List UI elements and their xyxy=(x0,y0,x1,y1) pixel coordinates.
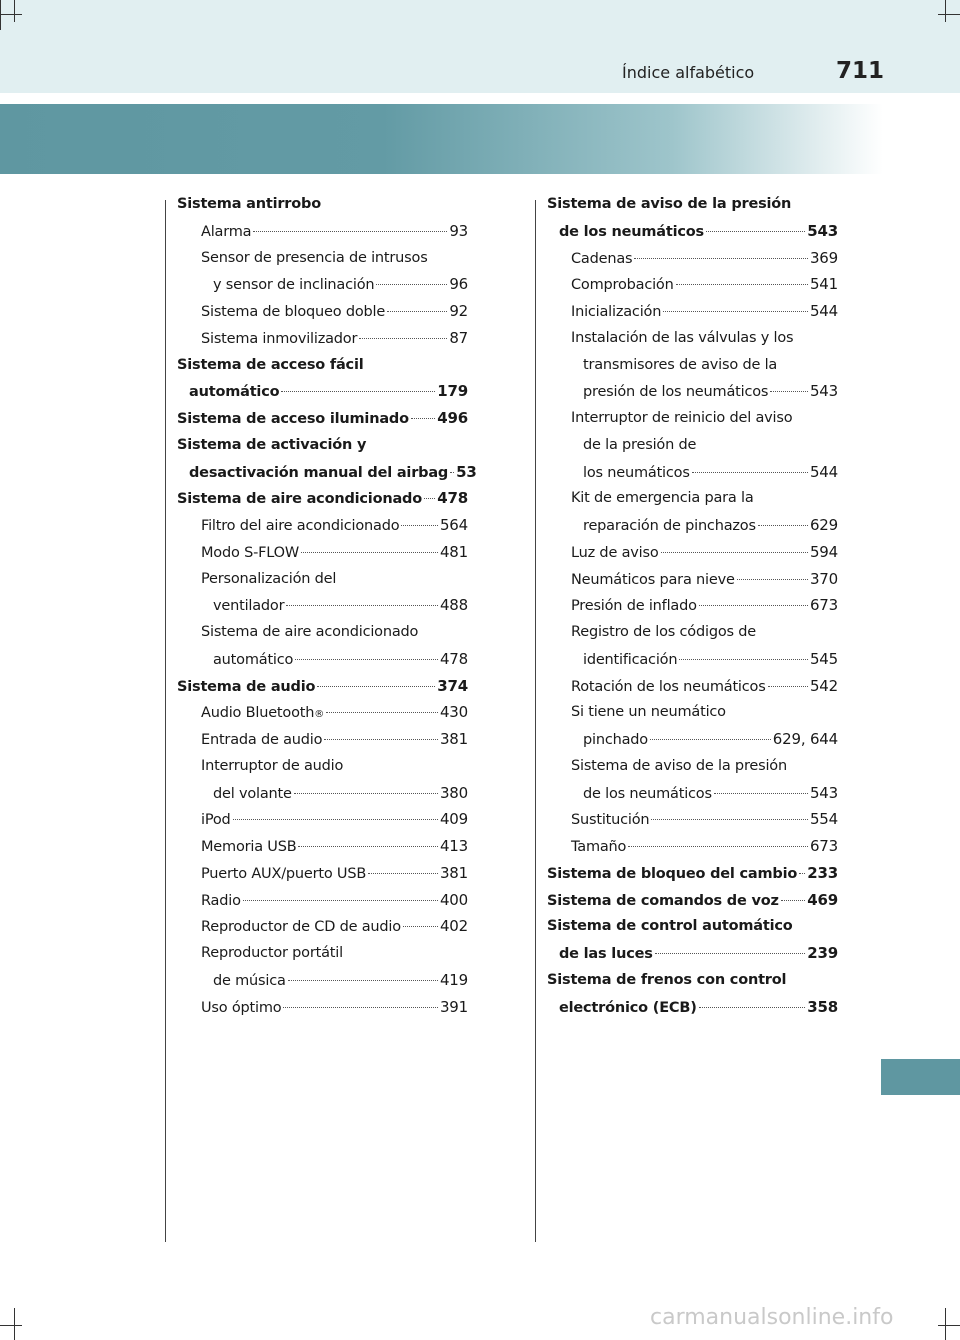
crop-mark xyxy=(14,1308,15,1340)
dot-leader xyxy=(650,739,771,740)
entry-page: 594 xyxy=(809,542,838,561)
entry-page: 541 xyxy=(809,275,838,294)
entry-page: 544 xyxy=(809,302,838,320)
entry-text: automático xyxy=(189,384,280,401)
dot-leader xyxy=(424,498,435,499)
entry-text: de los neumáticos xyxy=(583,785,712,802)
index-entry xyxy=(547,405,838,432)
index-entry xyxy=(177,753,468,780)
index-column-left xyxy=(177,191,477,1020)
entry-text: iPod xyxy=(201,812,231,829)
section-title: Índice alfabético xyxy=(622,63,755,82)
dot-leader xyxy=(288,980,438,981)
index-entry xyxy=(177,271,468,298)
dot-leader xyxy=(368,873,438,874)
entry-page: 469 xyxy=(807,890,838,909)
dot-leader xyxy=(770,391,808,392)
entry-page: 92 xyxy=(449,302,468,320)
entry-page: 381 xyxy=(439,863,468,882)
entry-text: Sistema de comandos de voz xyxy=(547,892,779,909)
entry-page: 629, 644 xyxy=(772,730,838,748)
entry-page: 488 xyxy=(439,596,468,615)
registered-mark: ® xyxy=(314,709,325,721)
header-bar xyxy=(0,0,960,93)
index-entry xyxy=(177,245,468,272)
crop-mark xyxy=(0,1325,22,1326)
entry-page: 496 xyxy=(437,409,468,427)
entry-text: Reproductor de CD de audio xyxy=(201,919,401,936)
entry-text: de las luces xyxy=(559,946,653,962)
entry-text: Sistema de frenos con control xyxy=(547,971,787,988)
entry-text: Audio Bluetooth xyxy=(201,705,315,722)
index-entry xyxy=(547,245,838,272)
index-entry xyxy=(547,378,838,405)
dot-leader xyxy=(317,686,435,687)
dot-leader xyxy=(628,846,808,847)
dot-leader xyxy=(401,525,438,526)
entry-page: 673 xyxy=(809,837,838,855)
index-entry xyxy=(177,512,468,539)
column-divider-right xyxy=(535,200,536,1242)
crop-mark xyxy=(938,14,960,15)
index-entry xyxy=(547,699,838,726)
entry-page: 478 xyxy=(437,489,468,508)
index-entry xyxy=(177,485,468,512)
index-entry xyxy=(547,485,838,512)
entry-text: de los neumáticos xyxy=(559,223,704,240)
index-entry xyxy=(547,780,838,807)
index-column-right xyxy=(547,191,838,1020)
entry-page: 402 xyxy=(439,917,468,936)
entry-text: presión de los neumáticos xyxy=(583,384,769,401)
entry-text: desactivación manual del airbag xyxy=(189,464,449,481)
entry-text: Reproductor portátil xyxy=(201,945,343,961)
entry-page: 545 xyxy=(809,649,838,668)
dot-leader xyxy=(359,338,447,339)
dot-leader xyxy=(661,552,808,553)
index-entry xyxy=(177,913,468,940)
dot-leader xyxy=(286,605,438,606)
index-entry xyxy=(547,833,838,860)
index-entry xyxy=(547,432,838,459)
dot-leader xyxy=(376,284,447,285)
entry-text: ventilador xyxy=(213,598,285,615)
entry-text: electrónico (ECB) xyxy=(559,999,697,1016)
index-entry xyxy=(177,378,468,405)
entry-text: identificación xyxy=(583,651,678,668)
index-entry xyxy=(547,191,838,218)
dot-leader xyxy=(692,472,808,473)
index-entry xyxy=(177,459,477,486)
index-entry xyxy=(547,913,838,940)
index-entry xyxy=(547,218,838,245)
dot-leader xyxy=(676,284,808,285)
index-entry xyxy=(547,646,838,673)
index-entry xyxy=(177,806,468,833)
entry-text: Sistema de bloqueo del cambio xyxy=(547,865,798,882)
dot-leader xyxy=(301,552,438,553)
entry-text: Sistema de acceso fácil xyxy=(177,356,364,373)
page-number: 711 xyxy=(836,58,885,84)
dot-leader xyxy=(411,418,435,419)
entry-page: 413 xyxy=(439,837,468,855)
entry-text: automático xyxy=(213,651,294,668)
crop-mark xyxy=(14,0,15,22)
entry-page: 400 xyxy=(439,890,468,909)
entry-text: de música xyxy=(213,972,286,989)
entry-text: Alarma xyxy=(201,223,252,240)
entry-text: Filtro del aire acondicionado xyxy=(201,518,400,534)
entry-page: 381 xyxy=(439,730,468,748)
crop-mark xyxy=(938,1325,960,1326)
dot-leader xyxy=(283,1007,438,1008)
index-entry xyxy=(177,860,468,887)
dot-leader xyxy=(243,900,438,901)
dot-leader xyxy=(281,391,435,392)
entry-text: Cadenas xyxy=(571,250,633,267)
entry-page: 481 xyxy=(439,542,468,561)
index-entry xyxy=(547,673,838,700)
index-entry xyxy=(547,325,838,352)
dot-leader xyxy=(651,819,808,820)
entry-page: 93 xyxy=(449,221,468,240)
index-entry xyxy=(177,619,468,646)
entry-page: 430 xyxy=(439,703,468,722)
dot-leader xyxy=(655,953,806,954)
entry-text: Tamaño xyxy=(571,839,627,855)
crop-mark xyxy=(0,0,1,30)
entry-page: 374 xyxy=(437,676,468,695)
entry-page: 544 xyxy=(809,462,838,481)
dot-leader xyxy=(253,231,447,232)
index-entry xyxy=(547,592,838,619)
index-entry xyxy=(177,325,468,352)
entry-text: Sistema de acceso iluminado xyxy=(177,411,409,427)
dot-leader xyxy=(679,659,808,660)
dot-leader xyxy=(294,793,438,794)
index-entry xyxy=(547,298,838,325)
entry-text: Sensor de presencia de intrusos xyxy=(201,249,428,266)
entry-text: Sistema de activación y xyxy=(177,436,367,453)
entry-text: Sistema de aviso de la presión xyxy=(571,757,787,774)
index-entry xyxy=(547,271,838,298)
entry-text: pinchado xyxy=(583,732,648,748)
index-entry xyxy=(177,726,468,753)
index-entry xyxy=(177,887,468,914)
crop-mark xyxy=(0,14,22,15)
index-entry xyxy=(177,592,468,619)
index-entry xyxy=(177,833,468,860)
entry-text: Sustitución xyxy=(571,812,650,829)
entry-text: Radio xyxy=(201,892,241,909)
entry-text: transmisores de aviso de la xyxy=(583,356,778,373)
dot-leader xyxy=(663,311,808,312)
dot-leader xyxy=(298,846,437,847)
entry-page: 543 xyxy=(807,221,838,240)
entry-text: Sistema de audio xyxy=(177,678,316,695)
dot-leader xyxy=(233,819,438,820)
dot-leader xyxy=(326,712,438,713)
entry-text: Luz de aviso xyxy=(571,544,659,561)
dot-leader xyxy=(450,472,454,473)
dot-leader xyxy=(295,659,438,660)
index-entry xyxy=(177,432,468,459)
watermark: carmanualsonline.info xyxy=(650,1305,894,1330)
index-entry xyxy=(547,619,838,646)
crop-mark xyxy=(945,0,946,22)
entry-text: Sistema de aire acondicionado xyxy=(177,491,422,508)
dot-leader xyxy=(387,311,447,312)
index-entry xyxy=(177,352,468,379)
index-entry xyxy=(547,994,838,1021)
index-entry xyxy=(547,806,838,833)
entry-text: Memoria USB xyxy=(201,839,297,855)
side-tab xyxy=(881,1059,960,1095)
entry-text: Entrada de audio xyxy=(201,732,323,748)
entry-text: Uso óptimo xyxy=(201,999,282,1016)
entry-page: 478 xyxy=(439,649,468,668)
entry-text: Interruptor de audio xyxy=(201,757,344,774)
entry-text: Rotación de los neumáticos xyxy=(571,678,766,695)
entry-text: Sistema de aire acondicionado xyxy=(201,624,419,640)
entry-text: Interruptor de reinicio del aviso xyxy=(571,410,793,426)
entry-text: Comprobación xyxy=(571,277,674,294)
entry-page: 369 xyxy=(809,248,838,267)
entry-page: 543 xyxy=(809,382,838,401)
entry-page: 179 xyxy=(437,382,468,401)
entry-page: 554 xyxy=(809,810,838,829)
index-entry xyxy=(547,940,838,967)
index-entry xyxy=(547,459,838,486)
index-entry xyxy=(547,352,838,379)
entry-page: 233 xyxy=(807,863,838,882)
dot-leader xyxy=(714,793,808,794)
dot-leader xyxy=(799,873,805,874)
entry-page: 409 xyxy=(439,810,468,829)
dot-leader xyxy=(634,258,808,259)
index-entry xyxy=(177,994,468,1021)
index-entry xyxy=(547,512,838,539)
entry-page: 87 xyxy=(449,328,468,347)
entry-text: Modo S-FLOW xyxy=(201,544,299,561)
entry-text: y sensor de inclinación xyxy=(213,277,375,294)
index-entry xyxy=(177,967,468,994)
entry-page: 542 xyxy=(809,676,838,695)
index-entry xyxy=(177,940,468,967)
entry-text: Inicialización xyxy=(571,304,662,320)
entry-text: Presión de inflado xyxy=(571,598,697,615)
entry-page: 370 xyxy=(809,569,838,588)
crop-mark xyxy=(945,1308,946,1340)
entry-text: Neumáticos para nieve xyxy=(571,571,735,588)
entry-page: 96 xyxy=(449,275,468,294)
index-entry xyxy=(177,699,468,726)
index-entry xyxy=(547,753,838,780)
index-entry xyxy=(547,967,838,994)
index-entry xyxy=(547,566,838,593)
index-entry xyxy=(547,887,838,914)
dot-leader xyxy=(768,686,808,687)
index-entry xyxy=(177,673,468,700)
dot-leader xyxy=(758,525,808,526)
entry-page: 380 xyxy=(439,783,468,802)
entry-text: Registro de los códigos de xyxy=(571,624,756,640)
dot-leader xyxy=(781,900,806,901)
entry-page: 419 xyxy=(439,970,468,989)
dot-leader xyxy=(706,231,805,232)
entry-page: 564 xyxy=(439,516,468,534)
entry-page: 53 xyxy=(456,462,477,481)
entry-page: 239 xyxy=(807,944,838,962)
dot-leader xyxy=(699,1007,806,1008)
entry-text: Sistema inmovilizador xyxy=(201,330,358,347)
entry-text: Instalación de las válvulas y los xyxy=(571,329,794,346)
index-entry xyxy=(177,218,468,245)
index-entry xyxy=(177,646,468,673)
dot-leader xyxy=(737,579,808,580)
column-divider-left xyxy=(165,200,166,1242)
index-entry xyxy=(547,726,838,753)
entry-text: Sistema de aviso de la presión xyxy=(547,196,792,212)
index-entry xyxy=(547,539,838,566)
entry-page: 358 xyxy=(807,997,838,1016)
dot-leader xyxy=(699,605,808,606)
entry-page: 543 xyxy=(809,783,838,802)
header-band xyxy=(0,104,960,174)
entry-text: Personalización del xyxy=(201,570,337,587)
entry-text: Sistema de control automático xyxy=(547,918,793,935)
entry-page: 629 xyxy=(809,516,838,534)
entry-page: 673 xyxy=(809,596,838,615)
entry-text: Sistema de bloqueo doble xyxy=(201,304,386,320)
index-entry xyxy=(177,780,468,807)
entry-text: Si tiene un neumático xyxy=(571,704,726,721)
index-entry xyxy=(177,566,468,593)
dot-leader xyxy=(324,739,438,740)
entry-text: de la presión de xyxy=(583,436,697,453)
entry-text: los neumáticos xyxy=(583,464,690,481)
entry-text: Kit de emergencia para la xyxy=(571,490,754,507)
index-entry xyxy=(547,860,838,887)
dot-leader xyxy=(403,926,438,927)
index-entry xyxy=(177,298,468,325)
entry-text: del volante xyxy=(213,785,292,802)
entry-text: Puerto AUX/puerto USB xyxy=(201,865,367,882)
index-entry xyxy=(177,539,468,566)
entry-text: reparación de pinchazos xyxy=(583,518,756,534)
entry-text: Sistema antirrobo xyxy=(177,196,321,212)
index-entry xyxy=(177,191,468,218)
index-entry xyxy=(177,405,468,432)
entry-page: 391 xyxy=(439,997,468,1016)
